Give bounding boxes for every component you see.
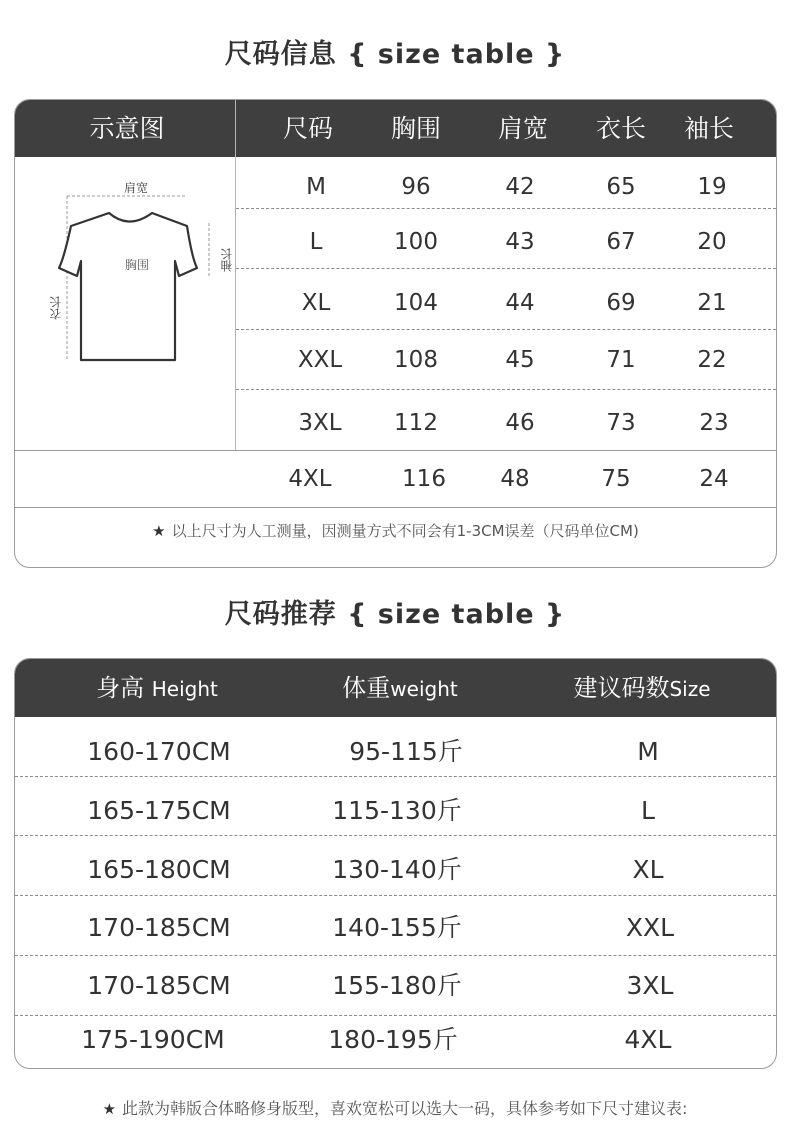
measurement-note-text: 以上尺寸为人工测量，因测量方式不同会有1-3CM误差（尺码单位CM) — [171, 522, 639, 540]
table-row — [236, 393, 776, 453]
table-row — [15, 841, 776, 899]
row-separator — [15, 835, 776, 836]
row-separator — [15, 507, 776, 508]
cell-weight: 180-195斤 — [328, 1025, 458, 1054]
cell-size: M — [637, 737, 659, 766]
diagram-label-chest: 胸围 — [125, 258, 150, 272]
header-chest: 胸围 — [390, 114, 442, 143]
cell-size: 4XL — [288, 466, 332, 492]
cell-size: L — [309, 229, 323, 255]
size-info-title-en: { size table } — [347, 39, 566, 70]
cell-sleeve: 21 — [697, 290, 727, 316]
size-info-table — [14, 99, 777, 568]
header-height-cn: 身高 — [96, 674, 145, 702]
cell-sleeve: 23 — [699, 410, 729, 436]
table-row — [236, 330, 776, 390]
cell-size: 3XL — [626, 971, 674, 1000]
size-recommend-header — [15, 659, 776, 717]
cell-size: L — [641, 796, 655, 825]
cell-chest: 100 — [394, 229, 438, 255]
cell-sleeve: 19 — [697, 174, 727, 200]
cell-height: 175-190CM — [81, 1025, 225, 1054]
cell-height: 165-180CM — [87, 855, 231, 884]
cell-shoulder: 42 — [505, 174, 535, 200]
measurement-note — [15, 520, 776, 541]
size-recommend-title-cn: 尺码推荐 — [224, 599, 337, 630]
cell-sleeve: 20 — [697, 229, 727, 255]
cell-shoulder: 46 — [505, 410, 535, 436]
header-weight-cn: 体重 — [342, 674, 391, 702]
row-separator — [236, 389, 776, 390]
size-recommend-title — [0, 592, 790, 631]
header-diagram: 示意图 — [89, 114, 165, 143]
cell-chest: 112 — [394, 410, 438, 436]
table-row — [15, 1011, 776, 1069]
size-recommend-title-en: { size table } — [347, 599, 566, 630]
cell-chest: 96 — [401, 174, 431, 200]
row-separator — [15, 776, 776, 777]
cell-sleeve: 22 — [697, 347, 727, 373]
cell-height: 165-175CM — [87, 796, 231, 825]
fit-note — [0, 1096, 790, 1119]
cell-size: 3XL — [298, 410, 342, 436]
row-separator — [15, 955, 776, 956]
cell-height: 160-170CM — [87, 737, 231, 766]
header-size-en: Size — [669, 677, 711, 701]
cell-size: XXL — [297, 347, 343, 373]
cell-size: XXL — [625, 913, 675, 942]
cell-height: 170-185CM — [87, 913, 231, 942]
row-separator — [236, 208, 776, 209]
table-row — [236, 273, 776, 333]
cell-shoulder: 48 — [500, 466, 530, 492]
row-separator — [15, 895, 776, 896]
table-row — [15, 899, 776, 957]
cell-size: M — [306, 174, 326, 200]
header-height — [96, 659, 218, 717]
cell-shoulder: 43 — [505, 229, 535, 255]
header-size: 尺码 — [282, 114, 334, 143]
table-row — [15, 782, 776, 840]
header-size — [573, 659, 710, 717]
cell-length: 69 — [606, 290, 636, 316]
star-icon: ★ — [152, 522, 166, 540]
header-length: 衣长 — [595, 114, 647, 143]
cell-length: 73 — [606, 410, 636, 436]
cell-length: 67 — [606, 229, 636, 255]
cell-sleeve: 24 — [699, 466, 729, 492]
cell-shoulder: 44 — [505, 290, 535, 316]
star-icon: ★ — [102, 1100, 117, 1118]
header-sleeve: 袖长 — [683, 114, 735, 143]
fit-note-text: 此款为韩版合体略修身版型，喜欢宽松可以选大一码，具体参考如下尺寸建议表: — [122, 1099, 688, 1118]
cell-weight: 155-180斤 — [332, 971, 462, 1000]
diagram-label-length: 衣长 — [49, 296, 63, 320]
size-info-title-cn: 尺码信息 — [224, 39, 337, 70]
cell-size: 4XL — [624, 1025, 672, 1054]
size-recommend-table — [14, 658, 777, 1069]
cell-length: 75 — [601, 466, 631, 492]
header-weight-en: weight — [390, 677, 458, 701]
cell-weight: 115-130斤 — [332, 796, 462, 825]
size-info-title — [0, 32, 790, 71]
cell-chest: 108 — [394, 347, 438, 373]
header-height-en: Height — [151, 677, 218, 701]
diagram-label-sleeve: 袖长 — [220, 248, 234, 272]
cell-chest: 104 — [394, 290, 438, 316]
cell-length: 65 — [606, 174, 636, 200]
cell-size: XL — [632, 855, 664, 884]
cell-chest: 116 — [402, 466, 446, 492]
table-row — [15, 723, 776, 781]
cell-shoulder: 45 — [505, 347, 535, 373]
header-shoulder: 肩宽 — [497, 114, 549, 143]
cell-size: XL — [301, 290, 331, 316]
cell-weight: 95-115斤 — [349, 737, 463, 766]
cell-length: 71 — [606, 347, 636, 373]
cell-height: 170-185CM — [87, 971, 231, 1000]
table-row — [15, 957, 776, 1015]
header-size-cn: 建议码数 — [573, 674, 670, 702]
cell-weight: 130-140斤 — [332, 855, 462, 884]
diagram-label-shoulder: 肩宽 — [124, 181, 149, 195]
shirt-diagram — [37, 168, 237, 368]
table-row — [15, 449, 776, 509]
table-row — [236, 212, 776, 272]
size-info-header — [15, 100, 776, 157]
cell-weight: 140-155斤 — [332, 913, 462, 942]
header-weight — [342, 659, 457, 717]
row-separator — [236, 268, 776, 269]
